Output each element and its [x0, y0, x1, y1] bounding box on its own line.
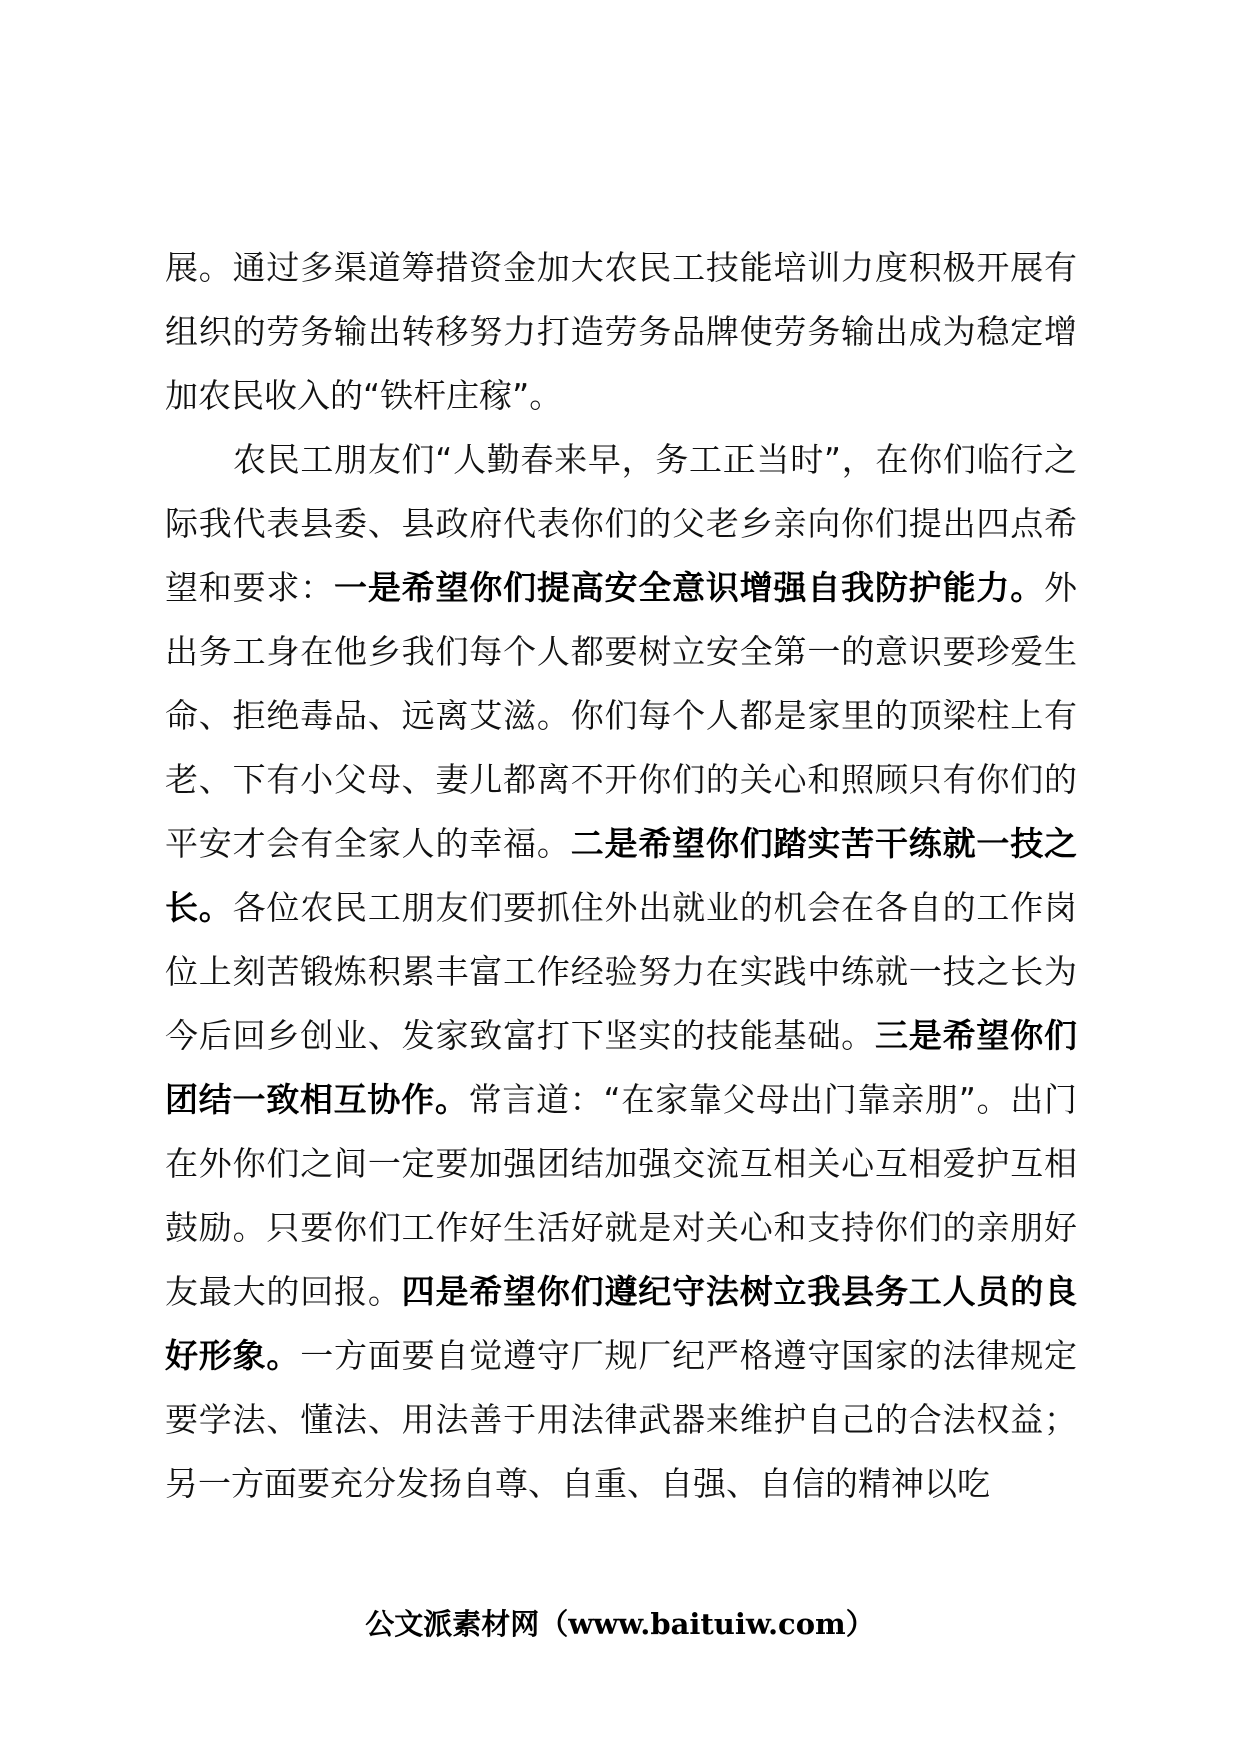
document-body	[165, 236, 1077, 1516]
point-2-heading: 二是希望你们踏实苦干练就一技之长。	[165, 824, 1078, 927]
paragraph-hopes-and-requirements	[165, 428, 1077, 1516]
point-1-heading: 一是希望你们提高安全意识增强自我防护能力。	[334, 568, 1045, 607]
point-3-heading: 三是希望你们团结一致相互协作。	[165, 1016, 1078, 1119]
point-2-text: 各位农民工朋友们要抓住外出就业的机会在各自的工作岗位上刻苦锻炼积累丰富工作经验努力在实践中练就一技之长为今后回乡创业、发家致富打下坚实的技能基础。	[165, 888, 1078, 1055]
point-1-text: 外出务工身在他乡我们每个人都要树立安全第一的意识要珍爱生命、拒绝毒品、远离艾滋。你们每个人都是家里的顶梁柱上有老、下有小父母、妻儿都离不开你们的关心和照顾只有你们的平安才会有全家人的幸福。	[165, 568, 1078, 863]
paragraph-continuation: 展。通过多渠道筹措资金加大农民工技能培训力度积极开展有组织的劳务输出转移努力打造劳务品牌使劳务输出成为稳定增加农民收入的“铁杆庄稼”。	[165, 248, 1077, 415]
point-3-text: 常言道：“在家靠父母出门靠亲朋”。出门在外你们之间一定要加强团结加强交流互相关心互相爱护互相鼓励。只要你们工作好生活好就是对关心和支持你们的亲朋好友最大的回报。	[165, 1080, 1077, 1311]
point-4-text: 一方面要自觉遵守厂规厂纪严格遵守国家的法律规定要学法、懂法、用法善于用法律武器来维护自己的合法权益；另一方面要充分发扬自尊、自重、自强、自信的精神以吃	[165, 1336, 1078, 1503]
paragraph-intro: 农民工朋友们“人勤春来早，务工正当时”，在你们临行之际我代表县委、县政府代表你们的父老乡亲向你们提出四点希望和要求：	[165, 440, 1077, 607]
point-4-heading: 四是希望你们遵纪守法树立我县务工人员的良好形象。	[165, 1272, 1078, 1375]
page-footer-watermark: 公文派素材网（www.baituiw.com）	[365, 1607, 875, 1641]
